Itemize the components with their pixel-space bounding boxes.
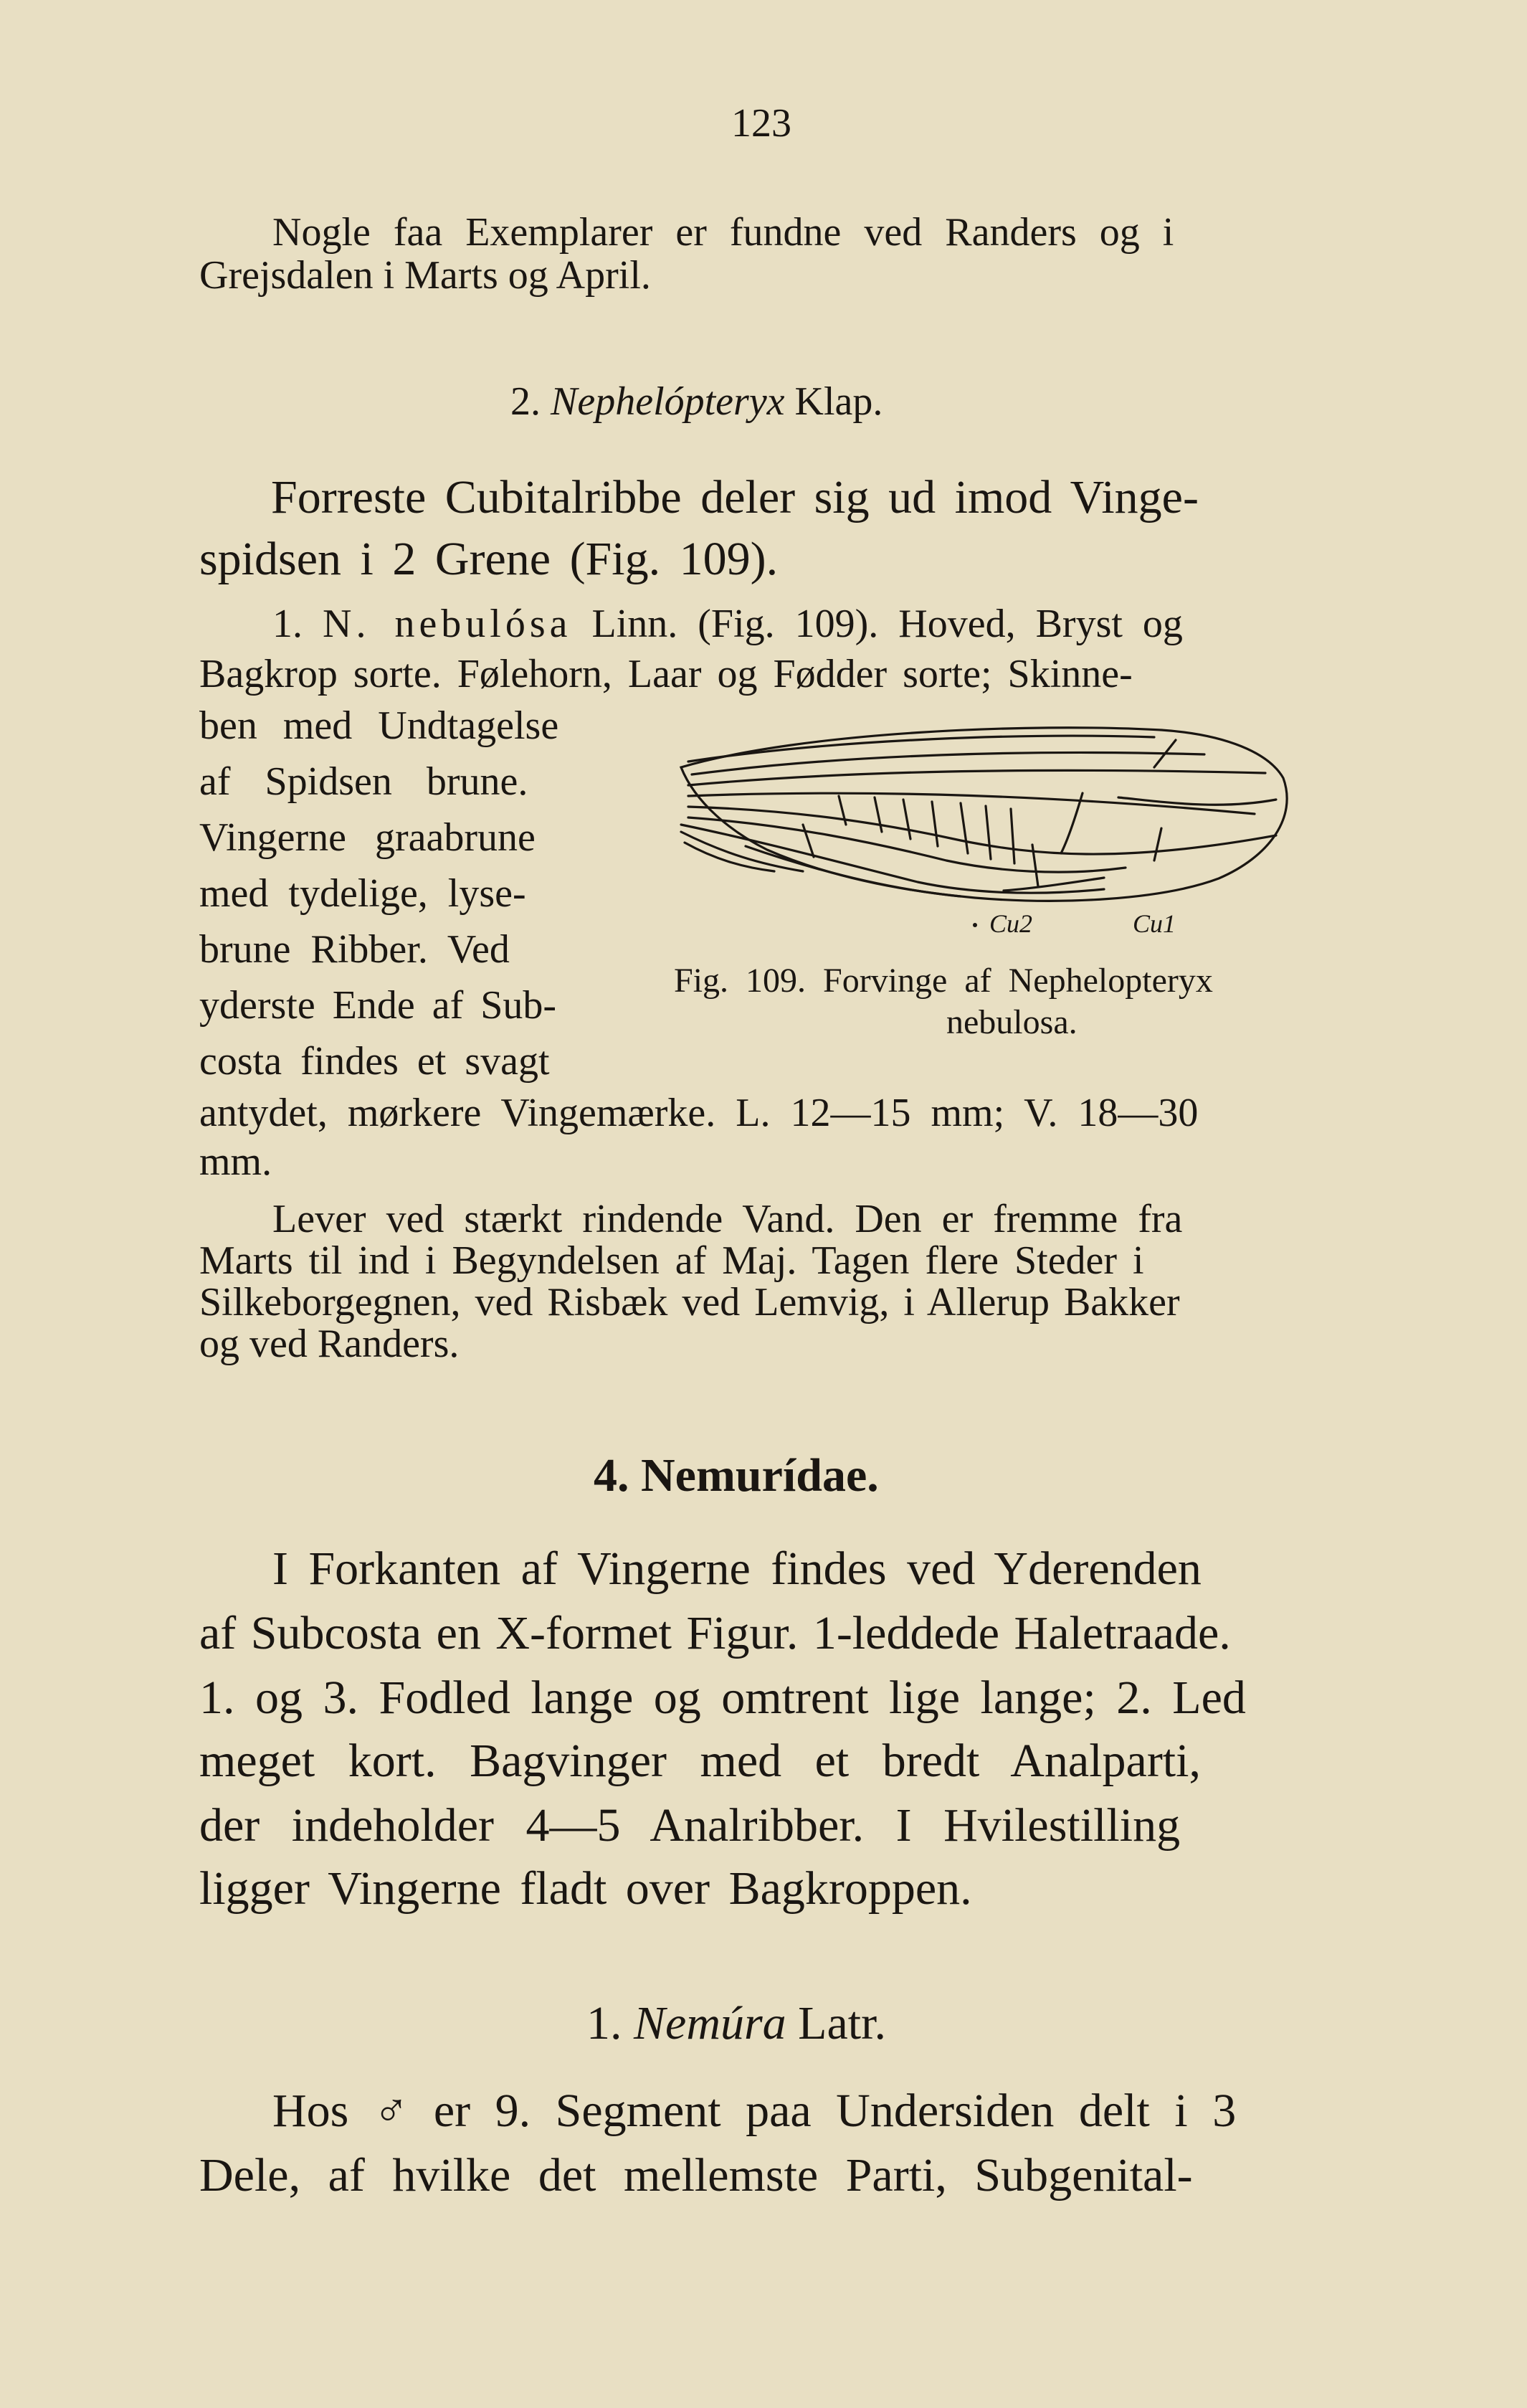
species-after-line-1: antydet, mørkere Vingemærke. L. 12—15 mm; V. 18—30 [199,1091,1199,1135]
cross-vein-4 [932,802,938,846]
species-narrow-line-2: af Spidsen brune. [199,759,528,804]
species-narrow-line-7: costa findes et svagt [199,1039,550,1084]
species-narrow-line-5: brune Ribber. Ved [199,927,510,972]
species-line-full: Bagkrop sorte. Følehorn, Laar og Fødder sorte; Skinne- [199,652,1133,696]
family-desc-line-6: ligger Vingerne fladt over Bagkroppen. [199,1862,972,1915]
species-name: N. nebulósa [323,602,572,646]
species-lead-rest: Linn. (Fig. 109). Hoved, Bryst og [591,602,1183,646]
para1-line-1-text: Nogle faa Exemplarer er fundne ved Randers og i [272,210,1174,255]
family-desc-line-5: der indeholder 4—5 Analribber. I Hvilestilling [199,1799,1181,1852]
vein-cu-fork [1004,878,1104,891]
genus-desc-line-1: Forreste Cubitalribbe deler sig ud imod Vinge- [271,471,1199,523]
figure-caption-line-1: Fig. 109. Forvinge af Nephelopteryx [674,962,1213,1000]
habitat-line-2: Marts til ind i Begyndelsen af Maj. Tagen flere Steder i [199,1238,1144,1283]
species-narrow-line-1: ben med Undtagelse [199,703,559,748]
genus-heading-nemura [586,1996,886,2051]
nemura-number: 1. [586,1997,622,2049]
habitat-line-1: Lever ved stærkt rindende Vand. Den er fremme fra [272,1197,1183,1241]
para1-line-1 [272,209,1348,255]
habitat-line-4: og ved Randers. [199,1322,460,1366]
genus-heading-nephelopteryx [510,379,883,425]
cross-vein-10 [1154,828,1161,861]
cross-vein-5 [961,803,968,853]
genus-desc-line-2: spidsen i 2 Grene (Fig. 109). [199,533,779,585]
vein-radius [688,770,1265,785]
genus-number: 2. [510,379,541,424]
nemura-desc-line-2: Dele, af hvilke det mellemste Parti, Subgenital- [199,2149,1193,2201]
cross-vein-8 [803,825,814,857]
cross-vein-6 [986,806,991,859]
species-lead-line [272,601,1183,647]
genus-name: Nephelópteryx [551,379,785,424]
label-dot [973,923,977,927]
vein-costa [688,736,1154,762]
page-number: 123 [731,101,791,146]
para1-line-2: Grejsdalen i Marts og April. [199,253,651,298]
label-cu2: Cu2 [989,909,1033,938]
species-number: 1. [272,602,303,646]
habitat-line-3: Silkeborgegnen, ved Risbæk ved Lemvig, i Allerup Bakker [199,1280,1180,1324]
nemura-name: Nemúra [634,1997,786,2049]
species-after-line-2: mm. [199,1139,272,1184]
family-desc-line-3: 1. og 3. Fodled lange og omtrent lige lange; 2. Led [199,1672,1246,1724]
species-narrow-line-3: Vingerne graabrune [199,815,536,860]
genus-author: Klap. [794,379,883,424]
family-desc-line-1: I Forkanten af Vingerne findes ved Yderenden [272,1542,1202,1595]
family-desc-line-2: af Subcosta en X-formet Figur. 1-leddede Haletraade. [199,1607,1231,1659]
figure-109-wing-drawing [660,717,1376,939]
figure-caption-line-2: nebulosa. [946,1003,1078,1041]
vein-rs-cross [1061,793,1083,853]
label-cu1: Cu1 [1133,909,1176,938]
cross-vein-2 [875,797,882,832]
species-narrow-line-4: med tydelige, lyse- [199,871,526,916]
nemura-author: Latr. [798,1997,886,2049]
nemura-desc-line-1: Hos ♂ er 9. Segment paa Undersiden delt i 3 [272,2085,1237,2137]
cross-vein-7 [1011,809,1014,863]
family-desc-line-4: meget kort. Bagvinger med et bredt Analparti, [199,1735,1201,1787]
family-heading: 4. Nemurídae. [594,1449,879,1502]
cross-vein-3 [903,800,910,839]
species-narrow-line-6: yderste Ende af Sub- [199,983,557,1028]
